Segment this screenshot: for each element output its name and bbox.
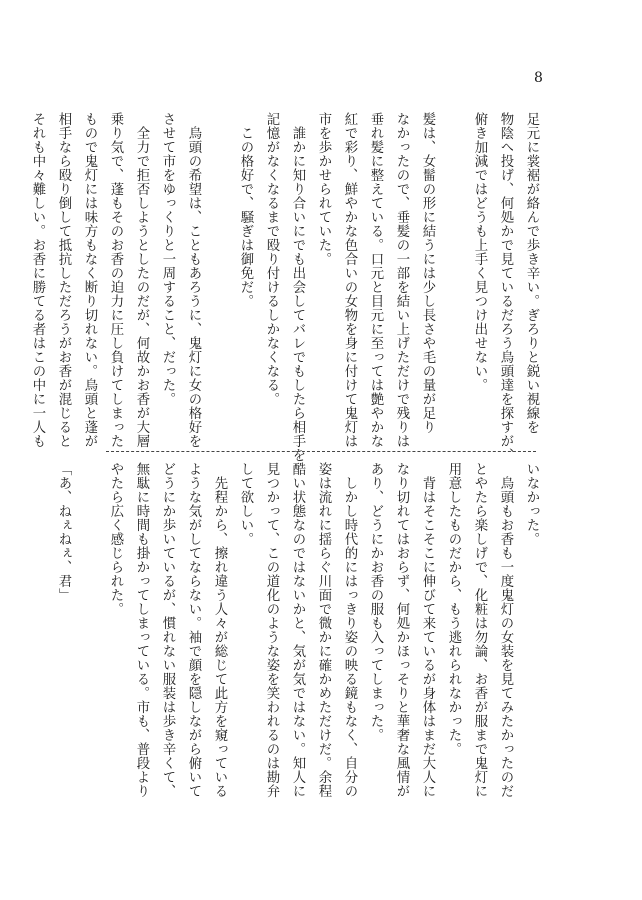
dialogue-line: 「あ、ねぇねぇ、君」 (56, 462, 71, 602)
text-line: 記憶がなくなるまで殴り付けるしかなくなる。 (264, 112, 279, 406)
text-line: 俯き加減ではどうも上手く見つけ出せない。 (472, 112, 487, 392)
paragraph-gap (206, 112, 232, 440)
text-line: 先程から、擦れ違う人々が総じて此方を窺っている (212, 462, 227, 798)
text-line: 市を歩かせられていた。 (316, 112, 331, 266)
text-line: させて市をゆっくりと一周すること、だった。 (160, 112, 175, 406)
section-divider (106, 451, 536, 452)
text-line: しかし時代的にはっきり姿の映る鏡もなく、自分の (342, 462, 357, 798)
text-line: あり、どうにかお香の服も入ってしまった。 (368, 462, 383, 742)
text-line: 髪は、女髷の形に結うには少し長さや毛の量が足り (420, 112, 435, 434)
text-line: 紅で彩り、鮮やかな色合いの女物を身に付けて鬼灯は (342, 112, 357, 448)
text-line: 見つかって、この道化のような姿を笑われるのは勘弁 (264, 462, 279, 798)
text-line: 垂れ髪に整えている。口元と目元に至っては艶やかな (368, 112, 383, 448)
text-line: それも中々難しい。お香に勝てる者はこの中に一人も (30, 112, 45, 448)
text-line: いなかった。 (524, 462, 539, 546)
text-line: 無駄に時間も掛かってしまっている。市も、普段より (134, 462, 149, 798)
page-number: 8 (534, 70, 543, 86)
text-line: ような気がしてならない。袖で顔を隠しながら俯いて (186, 462, 201, 798)
paragraph-gap (440, 112, 466, 440)
text-line: もので鬼灯には味方もなく断り切れない。烏頭と蓬が (82, 112, 97, 448)
text-line: この格好で、騒ぎは御免だ。 (238, 112, 253, 308)
text-line: 全力で拒否しようとしたのだが、何故かお香が大層 (134, 112, 149, 448)
text-line: 用意したものだから、もう逃れられなかった。 (446, 462, 461, 756)
text-line: 背はそこそこに伸びて来ているが身体はまだ大人に (420, 462, 435, 798)
upper-text-block (30, 112, 544, 462)
text-line: どうにか歩いているが、慣れない服装は歩き辛くて、 (160, 462, 175, 798)
text-line: 姿は流れに揺らぐ川面で微かに確かめただけだ。余程 (316, 462, 331, 798)
text-line: 烏頭の希望は、こともあろうに、鬼灯に女の格好を (186, 112, 201, 448)
text-line: なり切れてはおらず、何処かほっそりと華奢な風情が (394, 462, 409, 798)
paragraph-gap (76, 462, 102, 792)
text-line: 足元に裳裾が絡んで歩き辛い。ぎろりと鋭い視線を (524, 112, 539, 434)
lower-text-block (56, 462, 544, 798)
text-line: なかったので、垂髪の一部を結い上げただけで残りは (394, 112, 409, 448)
text-line: 烏頭もお香も一度鬼灯の女装を見てみたかったのだ (498, 462, 513, 798)
text-line: とやたら楽しげで、化粧は勿論、お香が服まで鬼灯に (472, 462, 487, 798)
text-line: 誰かに知り合いにでも出会してバレでもしたら相手を (290, 112, 305, 462)
text-line: 相手なら殴り倒して抵抗しただろうがお香が混じると (56, 112, 71, 448)
text-line: 酷い状態なのではないかと、気が気ではない。知人に (290, 462, 305, 798)
text-line: 乗り気で、蓬もそのお香の迫力に圧し負けてしまった (108, 112, 123, 448)
text-line: 物陰へ投げ、何処かで見ているだろう烏頭達を探すが、 (498, 112, 513, 462)
text-line: して欲しい。 (238, 462, 253, 546)
text-line: やたら広く感じられた。 (108, 462, 123, 616)
